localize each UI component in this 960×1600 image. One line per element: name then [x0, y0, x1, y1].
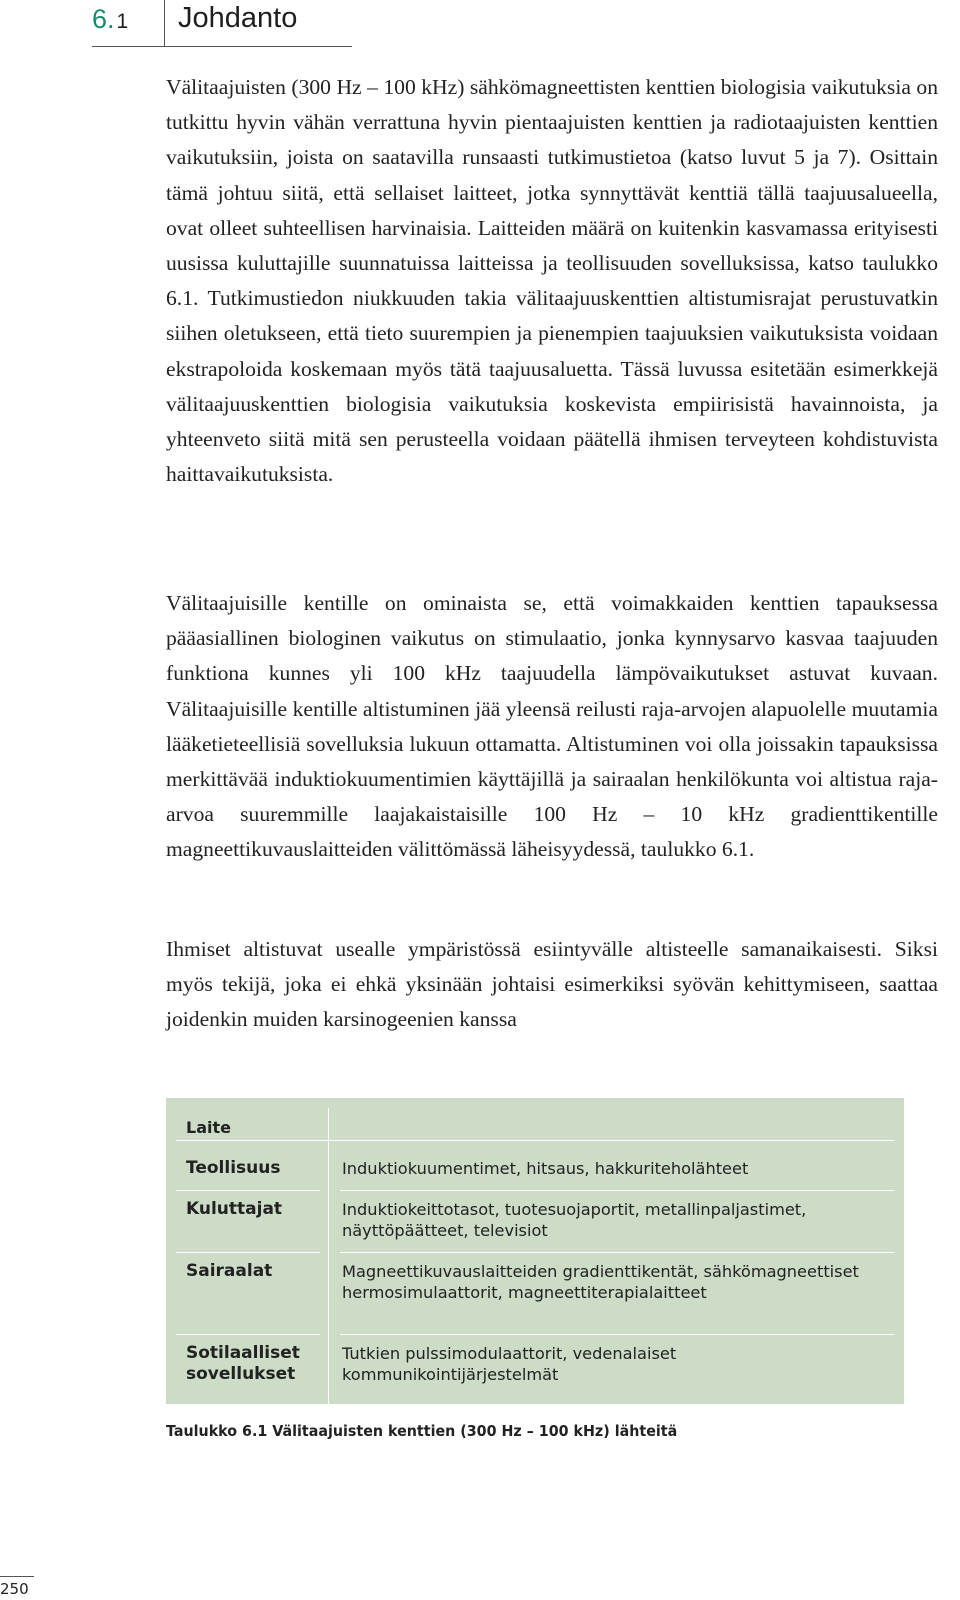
table-row-rule — [340, 1252, 894, 1253]
table-row-devices: Magneettikuvauslaitteiden gradienttikentät, sähkömagneettiset hermosimulaattorit, magneettiterapialaitteet — [342, 1262, 859, 1302]
table-row-rule — [340, 1334, 894, 1335]
chapter-title: Johdanto — [178, 2, 298, 34]
table-row-rule — [176, 1334, 320, 1335]
table-header-laite: Laite — [186, 1118, 231, 1137]
table-header-rule — [176, 1140, 894, 1141]
chapter-number — [92, 4, 128, 35]
device-table — [166, 1098, 904, 1404]
table-column-divider — [328, 1108, 329, 1404]
table-row-devices: Tutkien pulssimodulaattorit, vedenalaiset kommunikointijärjestelmät — [342, 1344, 677, 1384]
chapter-number-sub: 1 — [116, 10, 129, 33]
table-row-category: Kuluttajat — [186, 1199, 283, 1219]
table-row-category: Sotilaalliset sovellukset — [186, 1343, 300, 1384]
paragraph-1: Välitaajuisten (300 Hz – 100 kHz) sähkömagneettisten kenttien biologisia vaikutuksia on tutkittu hyvin vähän verrattuna hyvin pientaajuisten kenttien ja radiotaajuisten kenttien vaikutuksiin, joista on saatavilla runsaasti tutkimustietoa (katso luvut 5 ja 7). Osittain tämä johtuu siitä, että sellaiset laitteet, jotka synnyttävät kenttiä tällä taajuusalueella, ovat olleet suhteellisen harvinaisia. Laitteiden määrä on kuitenkin kasvamassa erityisesti uusissa kuluttajille suunnatuissa laitteissa ja teollisuuden sovelluksissa, katso taulukko 6.1. Tutkimustiedon niukkuuden takia välitaajuuskenttien altistumisrajat perustuvatkin siihen oletukseen, että tieto suurempien ja pienempien taajuuksien vaikutuksista voidaan ekstrapoloida koskemaan myös tätä taajuusaluetta. Tässä luvussa esitetään esimerkkejä välitaajuuskenttien biologisia vaikutuksia koskevista empiirisistä havainnoista, ja yhteenveto siitä mitä sen perusteella voidaan päätellä ihmisen terveyteen kohdistuvista haittavaikutuksista. — [166, 75, 938, 487]
page-number-rule — [0, 1576, 34, 1577]
table-caption: Taulukko 6.1 Välitaajuisten kenttien (300 Hz – 100 kHz) lähteitä — [166, 1422, 678, 1440]
page-number: 250 — [0, 1580, 29, 1598]
paragraph-3: Ihmiset altistuvat usealle ympäristössä esiintyvälle altisteelle samanaikaisesti. Siksi myös tekijä, joka ei ehkä yksinään johtaisi esimerkiksi syövän kehittymiseen, saattaa joidenkin muiden karsinogeenien kanssa — [166, 937, 938, 1032]
table-row-category: Sairaalat — [186, 1261, 273, 1281]
table-row-devices: Induktiokuumentimet, hitsaus, hakkuriteholähteet — [342, 1159, 749, 1178]
table-row-rule — [176, 1252, 320, 1253]
table-row-rule — [340, 1190, 894, 1191]
table-row-devices: Induktiokeittotasot, tuotesuojaportit, metallinpaljastimet, näyttöpäätteet, televisiot — [342, 1200, 807, 1240]
table-row-category: Teollisuus — [186, 1158, 281, 1178]
table-row-rule — [176, 1190, 320, 1191]
chapter-number-main: 6. — [92, 4, 115, 34]
paragraph-2: Välitaajuisille kentille on ominaista se, että voimakkaiden kenttien tapauksessa pääasiallinen biologinen vaikutus on stimulaatio, jonka kynnysarvo kasvaa taajuuden funktiona kunnes yli 100 kHz taajuudella lämpövaikutukset astuvat kuvaan. Välitaajuisille kentille altistuminen jää yleensä reilusti raja-arvojen alapuolelle muutamia lääketieteellisiä sovelluksia lukuun ottamatta. Altistuminen voi olla joissakin tapauksissa merkittävää induktiokuumentimien käyttäjillä ja sairaalan henkilökunta voi altistua raja-arvoa suuremmille laajakaistaisille 100 Hz – 10 kHz gradienttikentille magneettikuvauslaitteiden välittömässä läheisyydessä, taulukko 6.1. — [166, 591, 938, 862]
chapter-header — [92, 0, 352, 47]
header-divider — [164, 0, 165, 46]
